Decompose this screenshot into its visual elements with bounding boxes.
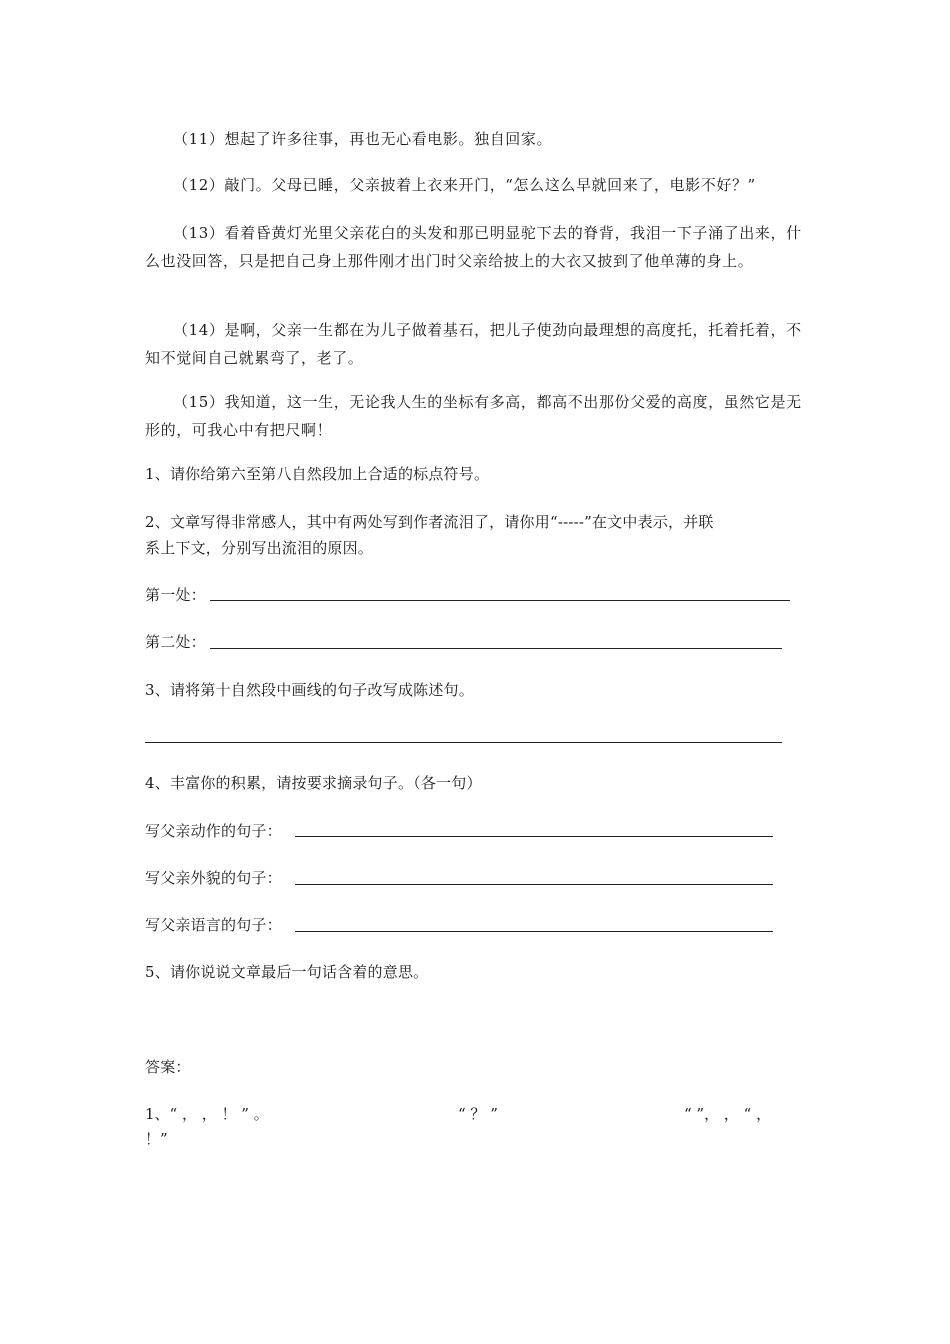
answers-heading: 答案： (145, 1058, 191, 1076)
question-3: 3、请将第十自然段中画线的句子改写成陈述句。 (145, 681, 474, 699)
answer-label-second: 第二处： (145, 633, 206, 651)
paragraph-15: （15）我知道，这一生，无论我人生的坐标有多高，都高不出那份父爱的高度，虽然它是无形的，可我心中有把尺啊！ (145, 393, 802, 439)
answer-blank-father-action[interactable] (295, 836, 773, 837)
question-2-line-2: 系上下文，分别写出流泪的原因。 (145, 539, 374, 557)
answer-1-segment-1: 1、“ ， ， ！ ” 。 (145, 1105, 269, 1123)
question-2-line-1: 2、文章写得非常感人，其中有两处写到作者流泪了，请你用“-----”在文中表示，并联 (145, 513, 714, 531)
answer-blank-q3[interactable] (145, 742, 782, 743)
question-5: 5、请你说说文章最后一句话含着的意思。 (145, 963, 429, 981)
label-father-speech: 写父亲语言的句子： (145, 916, 282, 934)
answer-1-line-2: ！” (145, 1130, 168, 1148)
question-4: 4、丰富你的积累，请按要求摘录句子。（各一句） (145, 774, 482, 792)
answer-1-segment-3: “ ”， ， “ ， (684, 1105, 772, 1123)
answer-blank-father-speech[interactable] (295, 931, 773, 932)
label-father-action: 写父亲动作的句子： (145, 822, 282, 840)
answer-1-segment-2: “ ？ ” (458, 1105, 498, 1123)
answer-label-first: 第一处： (145, 586, 206, 604)
label-father-look: 写父亲外貌的句子： (145, 869, 282, 887)
paragraph-12: （12）敲门。父母已睡，父亲披着上衣来开门，“怎么这么早就回来了，电影不好？” (173, 176, 756, 194)
question-1: 1、请你给第六至第八自然段加上合适的标点符号。 (145, 465, 490, 483)
answer-blank-father-look[interactable] (295, 884, 773, 885)
answer-blank-first[interactable] (210, 600, 790, 601)
paragraph-13: （13）看着昏黄灯光里父亲花白的头发和那已明显驼下去的脊背，我泪一下子涌了出来，什么也没回答，只是把自己身上那件刚才出门时父亲给披上的大衣又披到了他单薄的身上。 (145, 224, 802, 270)
answer-blank-second[interactable] (210, 648, 782, 649)
paragraph-14: （14）是啊，父亲一生都在为儿子做着基石，把儿子使劲向最理想的高度托，托着托着，不知不觉间自己就累弯了，老了。 (145, 321, 802, 367)
paragraph-11: （11）想起了许多往事，再也无心看电影。独自回家。 (173, 130, 553, 148)
